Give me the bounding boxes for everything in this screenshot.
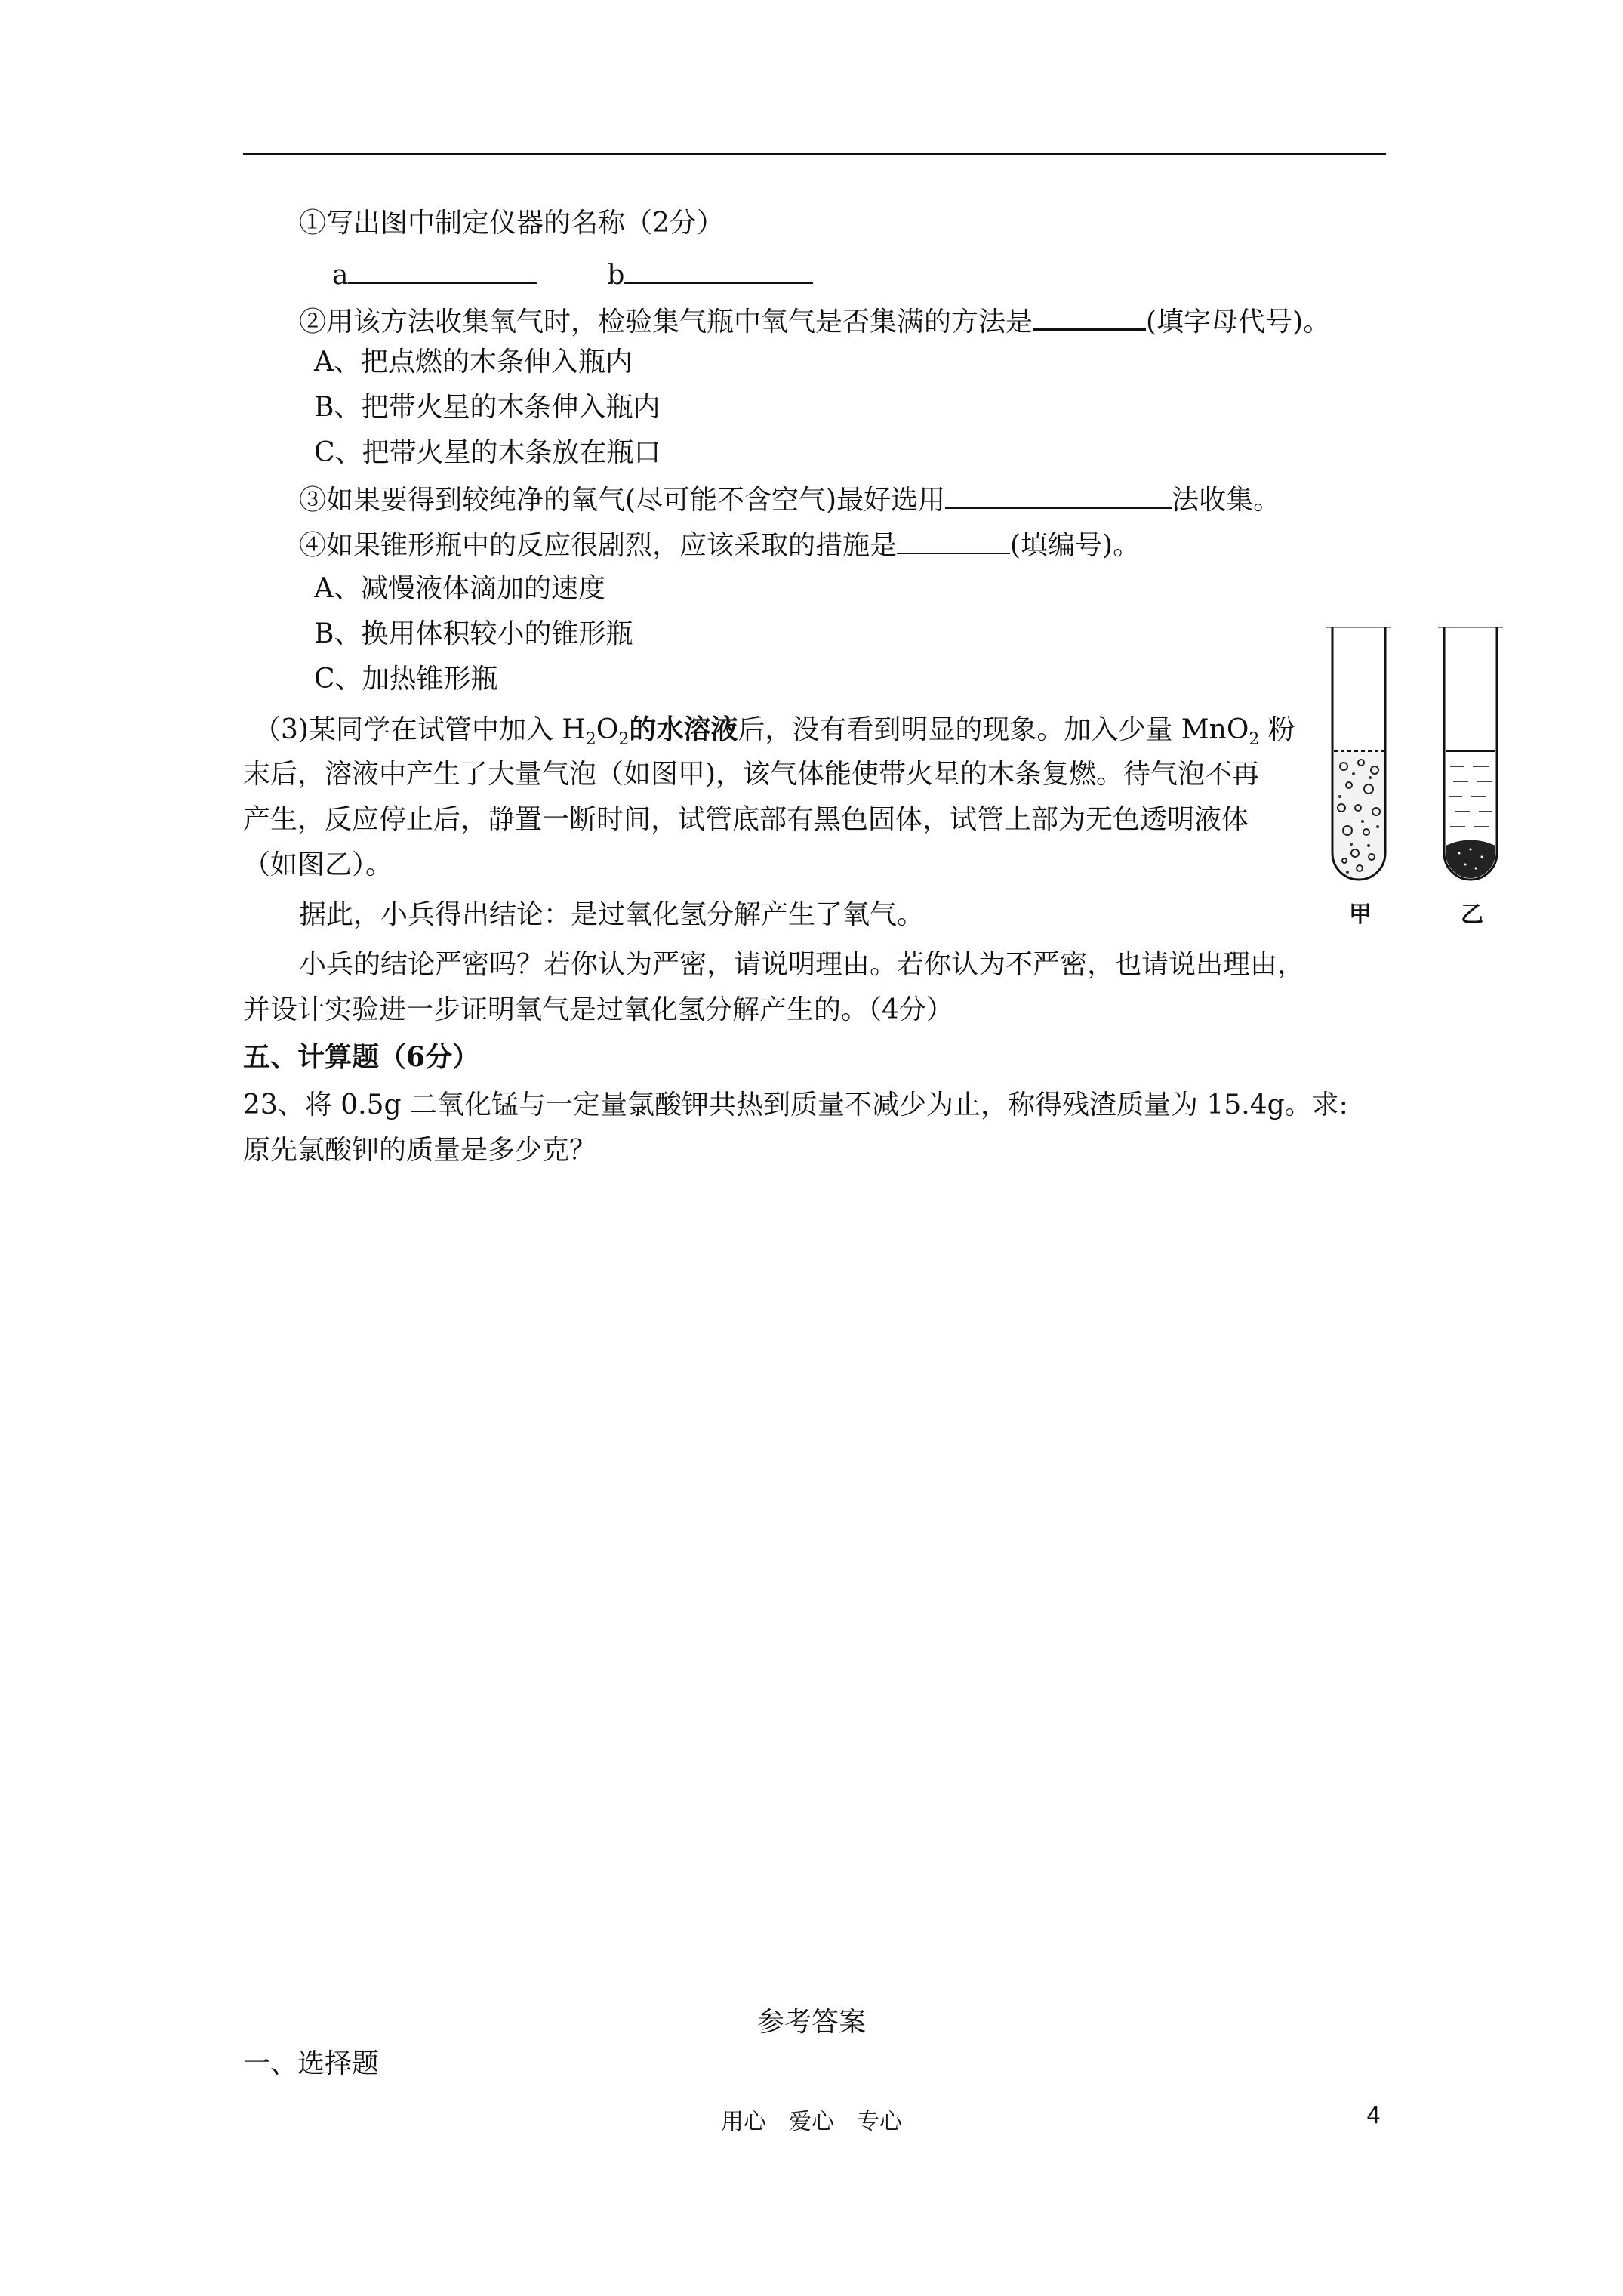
label-a: a [332,260,349,291]
q2-item2-suffix: (填字母代号)。 [1146,307,1331,337]
header-rule [243,153,1386,155]
q2-item3-suffix: 法收集。 [1172,485,1281,516]
q23-line2: 原先氯酸钾的质量是多少克？ [243,1135,597,1166]
answers-title: 参考答案 [756,2007,866,2038]
q2-item3-text: ③如果要得到较纯净的氧气(尽可能不含空气)最好选用 [299,485,946,516]
q3-line1 [254,711,1295,748]
q3-sub-mno2: 2 [1249,730,1260,750]
test-tubes-svg [1325,627,1551,929]
q3-line2: 末后，溶液中产生了大量气泡（如图甲)，该气体能使带火星的木条复燃。待气泡不再 [243,759,1260,790]
q2-item2-blank[interactable] [1033,300,1146,331]
q2-item4 [299,525,1140,564]
q2-item2 [299,300,1330,341]
q2-item4-blank[interactable] [897,525,1010,554]
q3-line4: （如图乙）。 [243,849,393,880]
blank-a[interactable] [348,255,537,284]
q3-line6: 小兵的结论严密吗？若你认为严密，请说明理由。若你认为不严密，也请说出理由， [299,949,1305,980]
q2-item4-option-b: B、换用体积较小的锥形瓶 [314,618,633,649]
q2-item2-option-a: A、把点燃的木条伸入瓶内 [314,347,633,378]
q2-item2-text: ②用该方法收集氧气时，检验集气瓶中氧气是否集满的方法是 [299,307,1033,337]
page-number: 4 [1366,2103,1381,2129]
q3-sub-o: 2 [618,730,630,750]
blank-b[interactable] [624,255,813,284]
q3-line1-text-c: 后，没有看到明显的现象。加入少量 MnO [738,714,1249,745]
q2-item3-blank[interactable] [945,480,1172,509]
footer-motto: 用心 爱心 专心 [721,2109,902,2135]
q2-item3 [299,480,1280,519]
q3-line1-text-a: （3)某同学在试管中加入 H [254,714,586,745]
q3-line1-text-o: O [596,714,619,745]
q3-line7: 并设计实验进一步证明氧气是过氧化氢分解产生的。（4分） [243,994,953,1025]
q3-line1-text-d: 粉 [1259,714,1295,745]
q2-item4-option-c: C、加热锥形瓶 [314,664,498,695]
q3-line3: 产生，反应停止后，静置一断时间，试管底部有黑色固体，试管上部为无色透明液体 [243,804,1249,835]
q2-item1: ①写出图中制定仪器的名称（2分） [299,208,724,239]
q3-line1-bold: 的水溶液 [629,713,738,745]
q2-item4-suffix: (填编号)。 [1010,530,1141,561]
answers-section1: 一、选择题 [243,2048,380,2079]
q2-item4-option-a: A、减慢液体滴加的速度 [314,573,605,604]
q2-item2-option-b: B、把带火星的木条伸入瓶内 [314,392,661,423]
q23-line1: 23、将 0.5g 二氧化锰与一定量氯酸钾共热到质量不减少为止，称得残渣质量为 15.4g。求: [243,1089,1348,1120]
q2-item4-text: ④如果锥形瓶中的反应很剧烈，应该采取的措施是 [299,530,898,561]
label-b: b [607,260,625,291]
fig-label-yi: 乙 [1461,901,1483,928]
q3-line5: 据此，小兵得出结论：是过氧化氢分解产生了氧气。 [299,899,925,930]
section5-heading: 五、计算题（6分） [243,1041,480,1073]
test-tube-figure [1325,627,1551,929]
tube-left-icon [1326,627,1391,880]
q2-item2-option-c: C、把带火星的木条放在瓶口 [314,437,661,468]
tube-right-icon [1438,627,1503,880]
q3-sub-h: 2 [585,730,596,750]
fig-label-jia: 甲 [1349,901,1372,928]
q2-blanks-row [332,255,813,294]
